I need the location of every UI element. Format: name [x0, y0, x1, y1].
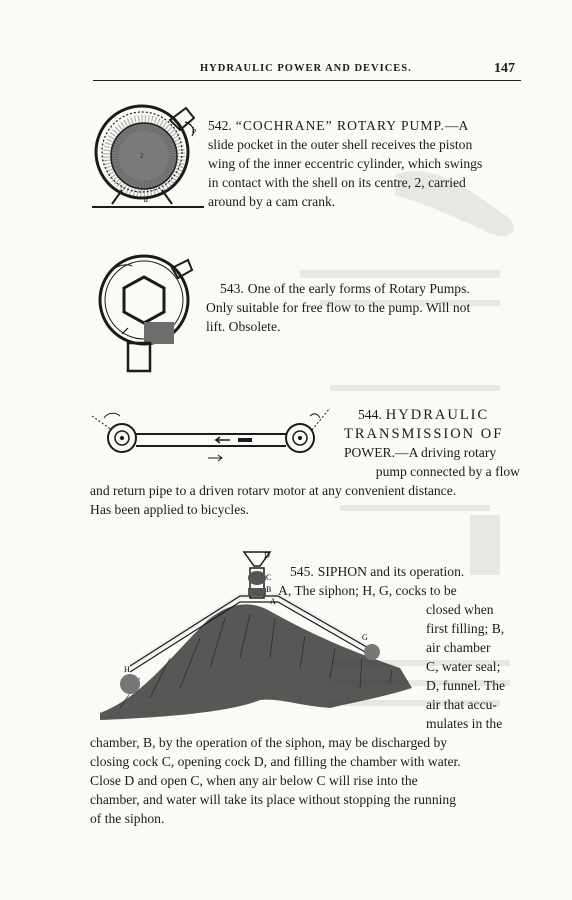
figure-545-label-a: A: [270, 597, 276, 606]
entry-545-line: first filling; B,: [426, 621, 505, 636]
entry-542: [208, 116, 524, 211]
entry-544: [344, 405, 520, 444]
entry-545-number: 545.: [290, 564, 314, 579]
entry-543-number: 543.: [220, 281, 244, 296]
entry-545-line: A, The siphon; H, G, cocks to be: [278, 583, 457, 598]
entry-545-line: of the siphon.: [90, 811, 165, 826]
entry-544-line: and return pipe to a driven rotarv motor at any convenient distance.: [90, 483, 457, 498]
entry-545-line: Close D and open C, when any air below C will rise into the: [90, 773, 418, 788]
entry-545-line: C, water seal;: [426, 659, 501, 674]
figure-545-label-b: B: [266, 585, 272, 594]
entry-542-line: wing of the inner eccentric cylinder, which swings: [208, 156, 483, 171]
figure-545-label-h: H: [124, 665, 130, 674]
entry-544-body: [344, 443, 520, 481]
entry-545-line: mulates in the: [426, 716, 503, 731]
figure-542-label-b: b: [192, 126, 196, 135]
entry-543-line: One of the early forms of Rotary Pumps.: [247, 281, 470, 296]
entry-545-line: closed when: [426, 602, 494, 617]
header-rule: [93, 80, 521, 81]
entry-545-body-full: [90, 733, 520, 828]
entry-545-line: chamber, B, by the operation of the siphon, may be discharged by: [90, 735, 448, 750]
entry-544-line: Has been applied to bicycles.: [90, 502, 249, 517]
figure-544-hydraulic-transmission: [90, 402, 340, 472]
entry-543-line: Only suitable for free flow to the pump. Will not: [206, 300, 471, 315]
running-header: HYDRAULIC POWER AND DEVICES.: [200, 63, 412, 74]
figure-542-cochrane-pump: [92, 100, 204, 215]
entry-542-title-suffix: —A: [444, 118, 469, 133]
entry-545-line: closing cock C, opening cock D, and filling the chamber with water.: [90, 754, 461, 769]
entry-542-number: 542.: [208, 118, 232, 133]
entry-545-line: D, funnel. The: [426, 678, 506, 693]
figure-545-label-g: G: [362, 633, 368, 642]
entry-542-line: slide pocket in the outer shell receives the piston: [208, 137, 473, 152]
figure-545-label-c: C: [266, 573, 272, 582]
entry-543: [206, 279, 520, 336]
figure-545-label-d: D: [264, 551, 270, 560]
entry-545-line: air chamber: [426, 640, 491, 655]
entry-545-line: chamber, and water will take its place without stopping the running: [90, 792, 457, 807]
page-number: 147: [494, 61, 515, 76]
entry-545-line: air that accu-: [426, 697, 497, 712]
entry-543-line: lift. Obsolete.: [206, 319, 281, 334]
entry-545-line: SIPHON and its operation.: [317, 564, 465, 579]
entry-545: [278, 562, 520, 600]
figure-543-rotary-pump: [92, 250, 200, 375]
entry-544-line: POWER.—A driving rotary: [344, 445, 497, 460]
entry-542-line: around by a cam crank.: [208, 194, 336, 209]
entry-544-body-full: [90, 481, 520, 519]
entry-544-line: pump connected by a flow: [375, 464, 520, 479]
entry-545-column: [426, 600, 520, 733]
entry-544-title-line: HYDRAULIC: [385, 407, 490, 423]
figure-542-label-a: a: [144, 195, 148, 204]
entry-544-number: 544.: [358, 407, 382, 422]
entry-542-title: “COCHRANE” ROTARY PUMP.: [235, 118, 445, 133]
figure-542-label-2: 2: [140, 152, 144, 160]
entry-544-title-line: TRANSMISSION OF: [344, 426, 504, 442]
entry-542-line: in contact with the shell on its centre, 2, carried: [208, 175, 466, 190]
